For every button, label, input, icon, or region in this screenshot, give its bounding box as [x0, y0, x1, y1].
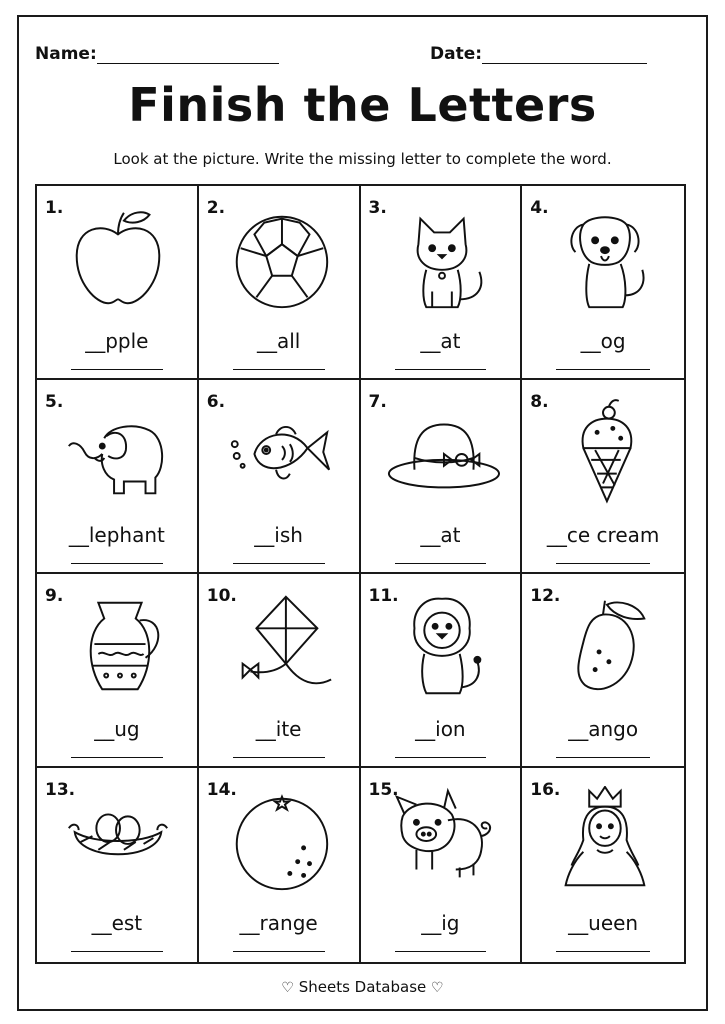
grid-cell [199, 768, 361, 962]
item-word: __range [239, 911, 318, 935]
grid-cell [199, 380, 361, 574]
grid-cell [361, 768, 523, 962]
item-number: 14. [206, 780, 237, 800]
heart-icon: ♡ [431, 980, 444, 996]
grid-cell [361, 380, 523, 574]
heart-icon: ♡ [281, 980, 294, 996]
grid-cell [37, 186, 199, 380]
elephant-icon [59, 398, 177, 508]
grid-cell [361, 574, 523, 768]
queen-icon [544, 786, 662, 896]
item-number: 13. [45, 780, 76, 800]
kite-icon [221, 592, 339, 702]
item-number: 12. [530, 586, 561, 606]
name-blank-line[interactable] [97, 46, 279, 64]
answer-line[interactable] [233, 369, 325, 370]
grid-cell [522, 186, 684, 380]
grid-cell [522, 574, 684, 768]
item-number: 11. [368, 586, 399, 606]
page-title: Finish the Letters [128, 78, 597, 132]
dog-icon [544, 204, 662, 314]
item-word: __ce cream [546, 523, 660, 547]
item-word: __est [91, 911, 143, 935]
date-field[interactable] [430, 44, 647, 64]
answer-line[interactable] [395, 757, 487, 758]
answer-line[interactable] [233, 757, 325, 758]
cat-icon [383, 204, 501, 314]
answer-line[interactable] [556, 757, 650, 758]
answer-line[interactable] [71, 369, 163, 370]
answer-line[interactable] [556, 369, 650, 370]
date-label: Date: [430, 44, 483, 64]
pig-icon [383, 786, 501, 896]
fish-icon [221, 398, 339, 508]
grid-cell [199, 574, 361, 768]
name-field[interactable] [35, 44, 279, 64]
date-blank-line[interactable] [482, 46, 647, 64]
answer-line[interactable] [556, 951, 650, 952]
item-word: __at [420, 523, 461, 547]
item-word: __ion [415, 717, 466, 741]
item-word: __all [256, 329, 301, 353]
item-number: 3. [368, 198, 387, 218]
item-number: 7. [368, 392, 387, 412]
answer-line[interactable] [71, 951, 163, 952]
item-number: 16. [530, 780, 561, 800]
name-label: Name: [35, 44, 97, 64]
answer-line[interactable] [395, 369, 487, 370]
grid-cell [37, 768, 199, 962]
item-number: 1. [45, 198, 64, 218]
item-word: __ish [254, 523, 303, 547]
grid-cell [522, 768, 684, 962]
item-number: 8. [530, 392, 549, 412]
item-word: __ig [421, 911, 460, 935]
orange-icon [221, 786, 339, 896]
answer-line[interactable] [71, 563, 163, 564]
item-number: 6. [206, 392, 226, 412]
instructions: Look at the picture. Write the missing letter to complete the word. [113, 150, 612, 168]
item-number: 15. [368, 780, 399, 800]
item-word: __ite [255, 717, 302, 741]
grid-cell [199, 186, 361, 380]
ball-icon [221, 204, 339, 314]
answer-line[interactable] [395, 951, 487, 952]
item-word: __ug [94, 717, 140, 741]
nest-icon [59, 786, 177, 896]
item-number: 9. [45, 586, 64, 606]
answer-line[interactable] [233, 563, 325, 564]
hat-icon [383, 398, 501, 508]
item-number: 2. [206, 198, 226, 218]
item-number: 5. [45, 392, 64, 412]
grid-cell [37, 574, 199, 768]
item-word: __ango [568, 717, 639, 741]
apple-icon [59, 204, 177, 314]
ice-cream-icon [544, 398, 662, 508]
picture-grid [35, 184, 686, 964]
answer-line[interactable] [233, 951, 325, 952]
footer-text: Sheets Database [298, 978, 427, 996]
jug-icon [59, 592, 177, 702]
grid-cell [522, 380, 684, 574]
footer [0, 978, 725, 996]
answer-line[interactable] [556, 563, 650, 564]
item-number: 4. [530, 198, 549, 218]
answer-line[interactable] [395, 563, 487, 564]
answer-line[interactable] [71, 757, 163, 758]
item-word: __lephant [68, 523, 165, 547]
item-word: __og [580, 329, 626, 353]
grid-cell [361, 186, 523, 380]
item-word: __at [420, 329, 461, 353]
item-word: __ueen [568, 911, 639, 935]
item-number: 10. [206, 586, 237, 606]
item-word: __pple [85, 329, 149, 353]
lion-icon [383, 592, 501, 702]
mango-icon [544, 592, 662, 702]
grid-cell [37, 380, 199, 574]
header-row [35, 44, 665, 72]
